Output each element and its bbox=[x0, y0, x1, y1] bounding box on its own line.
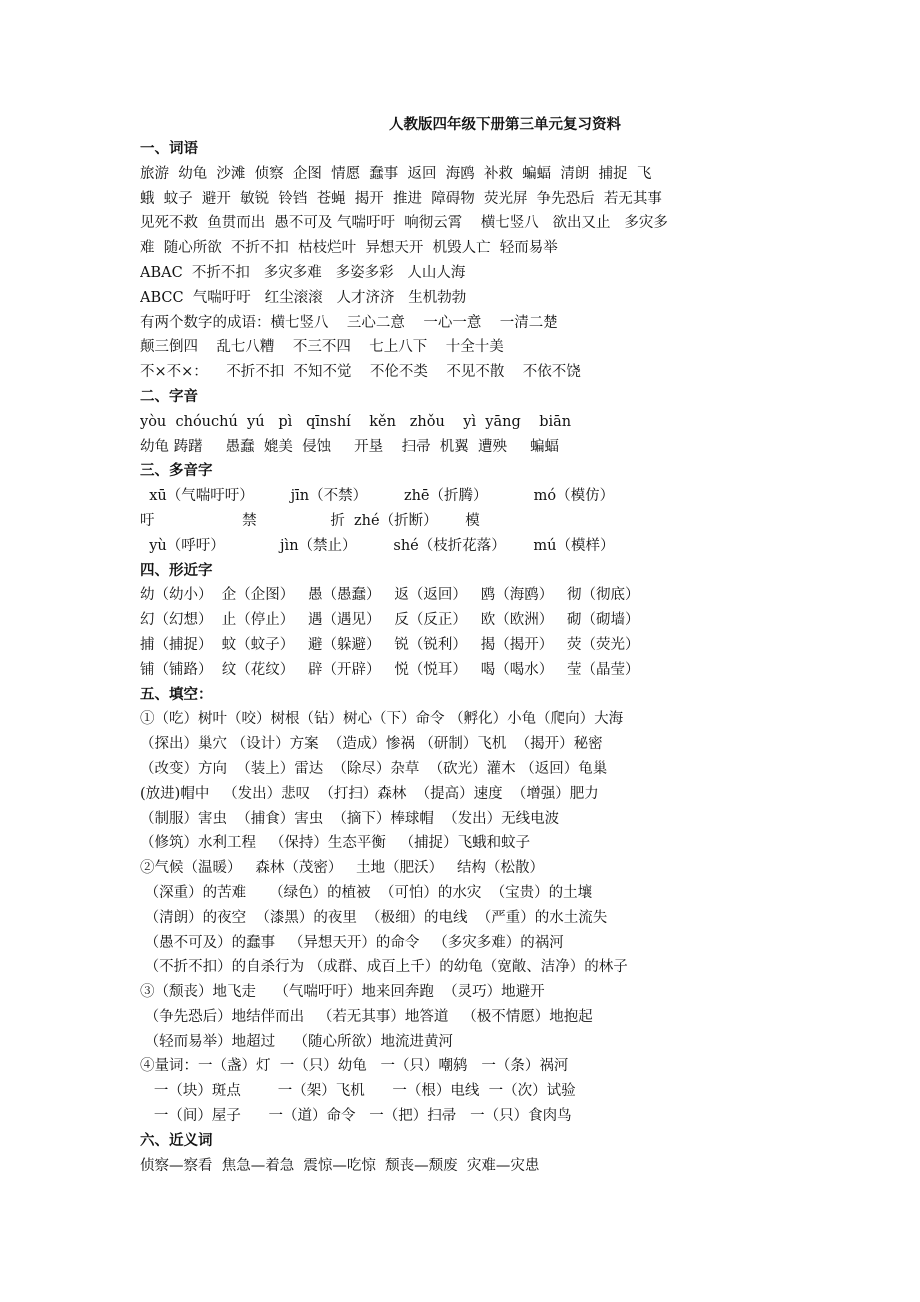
text-line: （深重）的苦难 （绿色）的植被 （可怕）的水灾 （宝贵）的土壤 bbox=[140, 884, 593, 901]
text-line: 不×不×： 不折不扣 不知不觉 不伦不类 不见不散 不依不饶 bbox=[140, 364, 581, 381]
text-line: ④量词：一（盏）灯 一（只）幼龟 一（只）嘲鸫 一（条）祸河 bbox=[140, 1058, 569, 1075]
text-line: 一（间）屋子 一（道）命令 一（把）扫帚 一（只）食肉鸟 bbox=[140, 1108, 572, 1125]
text-line: 蛾 蚊子 避开 敏锐 铃铛 苍蝇 揭开 推进 障碍物 荧光屏 争先恐后 若无其事 bbox=[140, 190, 662, 207]
text-line: 旅游 幼龟 沙滩 侦察 企图 情愿 蠢事 返回 海鸥 补救 蝙蝠 清朗 捕捉 飞 bbox=[140, 165, 652, 182]
text-line: 吁 禁 折 zhé（折断） 模 bbox=[140, 512, 480, 529]
section-heading: 三、多音字 bbox=[140, 462, 213, 480]
text-line: （修筑）水利工程 （保持）生态平衡 （捕捉）飞蛾和蚊子 bbox=[140, 835, 531, 852]
document-body bbox=[140, 137, 830, 1178]
text-line: 一（块）斑点 一（架）飞机 一（根）电线 一（次）试验 bbox=[140, 1083, 576, 1100]
text-line: ①（吃）树叶（咬）树根（钻）树心（下）命令 （孵化）小龟（爬向）大海 bbox=[140, 711, 624, 728]
section-heading: 四、形近字 bbox=[140, 561, 213, 579]
page-title: 人教版四年级下册第三单元复习资料 bbox=[389, 116, 621, 133]
text-line: 铺（铺路） 纹（花纹） 辟（开辟） 悦（悦耳） 喝（喝水） 莹（晶莹） bbox=[140, 661, 640, 678]
text-line: （愚不可及）的蠢事 （异想天开）的命令 （多灾多难）的祸河 bbox=[140, 934, 564, 951]
text-line: xū（气喘吁吁） jīn（不禁） zhē（折腾） mó（模仿） bbox=[140, 488, 615, 505]
text-line: 幼（幼小） 企（企图） 愚（愚蠢） 返（返回） 鸥（海鸥） 彻（彻底） bbox=[140, 587, 640, 604]
text-line: 幼龟 踌躇 愚蠢 媲美 侵蚀 开垦 扫帚 机翼 遭殃 蝙蝠 bbox=[140, 438, 560, 455]
text-line: （清朗）的夜空 （漆黑）的夜里 （极细）的电线 （严重）的水土流失 bbox=[140, 909, 608, 926]
text-line: 有两个数字的成语：横七竖八 三心二意 一心一意 一清二楚 bbox=[140, 314, 558, 331]
text-line: ABAC 不折不扣 多灾多难 多姿多彩 人山人海 bbox=[140, 264, 466, 281]
text-line: 捕（捕捉） 蚊（蚊子） 避（躲避） 锐（锐利） 揭（揭开） 荧（荧光） bbox=[140, 636, 640, 653]
section-heading: 五、填空： bbox=[140, 685, 213, 703]
text-line: yòu chóuchú yú pì qīnshí kěn zhǒu yì yāng biān bbox=[140, 413, 572, 430]
text-line: 难 随心所欲 不折不扣 枯枝烂叶 异想天开 机毁人亡 轻而易举 bbox=[140, 240, 558, 257]
section-heading: 一、词语 bbox=[140, 140, 198, 157]
text-line: ②气候（温暖） 森林（茂密） 土地（肥沃） 结构（松散） bbox=[140, 860, 544, 877]
text-line: 幻（幻想） 止（停止） 遇（遇见） 反（反正） 欧（欧洲） 砌（砌墙） bbox=[140, 612, 640, 629]
text-line: yù（呼吁） jìn（禁止） shé（枝折花落） mú（模样） bbox=[140, 537, 615, 554]
section-heading: 六、近义词 bbox=[140, 1131, 213, 1149]
text-line: （争先恐后）地结伴而出 （若无其事）地答道 （极不情愿）地抱起 bbox=[140, 1008, 593, 1025]
text-line: （不折不扣）的自杀行为 （成群、成百上千）的幼龟（宽敞、洁净）的林子 bbox=[140, 959, 628, 976]
text-line: 颠三倒四 乱七八糟 不三不四 七上八下 十全十美 bbox=[140, 339, 504, 356]
text-line: ③（颓丧）地飞走 （气喘吁吁）地来回奔跑 （灵巧）地避开 bbox=[140, 984, 545, 1001]
text-line: （制服）害虫 （捕食）害虫 （摘下）棒球帽 （发出）无线电波 bbox=[140, 810, 560, 827]
text-line: （探出）巢穴 （设计）方案 （造成）惨祸 （研制）飞机 （揭开）秘密 bbox=[140, 736, 603, 753]
document-page bbox=[140, 112, 830, 1178]
text-line: （轻而易举）地超过 （随心所欲）地流进黄河 bbox=[140, 1033, 454, 1050]
text-line: 见死不救 鱼贯而出 愚不可及 气喘吁吁 响彻云霄 横七竖八 欲出又止 多灾多 bbox=[140, 215, 668, 232]
text-line: (放进)帽中 （发出）悲叹 （打扫）森林 （提高）速度 （增强）肥力 bbox=[140, 785, 599, 802]
section-heading: 二、字音 bbox=[140, 387, 198, 405]
text-line: 侦察—察看 焦急—着急 震惊—吃惊 颓丧—颓废 灾难—灾患 bbox=[140, 1157, 540, 1174]
text-line: （改变）方向 （装上）雷达 （除尽）杂草 （砍光）灌木 （返回）龟巢 bbox=[140, 760, 608, 777]
text-line: ABCC 气喘吁吁 红尘滚滚 人才济济 生机勃勃 bbox=[140, 289, 467, 306]
